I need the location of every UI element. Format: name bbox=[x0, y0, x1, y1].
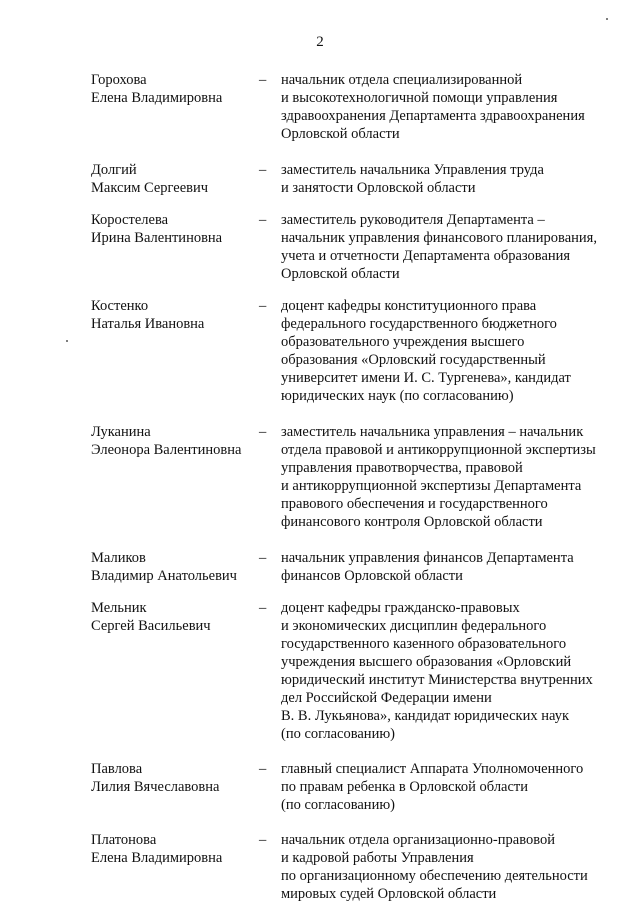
position-line: и кадровой работы Управления bbox=[281, 850, 474, 866]
position-line: юридический институт Министерства внутренних bbox=[281, 672, 593, 688]
entry-name bbox=[91, 297, 259, 333]
page-number: 2 bbox=[316, 34, 324, 50]
entry bbox=[91, 831, 621, 903]
position-line: Орловской области bbox=[281, 126, 400, 142]
entry-position bbox=[281, 161, 621, 197]
entry-name bbox=[91, 549, 259, 585]
entry-position bbox=[281, 760, 621, 814]
position-line: главный специалист Аппарата Уполномоченного bbox=[281, 761, 584, 777]
given-names: Наталья Ивановна bbox=[91, 316, 205, 332]
entry-position bbox=[281, 423, 621, 531]
position-line: правового обеспечения и государственного bbox=[281, 496, 548, 512]
entry bbox=[91, 423, 621, 531]
dash-separator: – bbox=[259, 761, 267, 777]
dash-separator: – bbox=[259, 72, 267, 88]
dash-separator: – bbox=[259, 550, 267, 566]
entry-name bbox=[91, 760, 259, 796]
dash-separator: – bbox=[259, 832, 267, 848]
position-line: (по согласованию) bbox=[281, 797, 395, 813]
dash-separator: – bbox=[259, 162, 267, 178]
surname: Коростелева bbox=[91, 212, 169, 228]
given-names: Ирина Валентиновна bbox=[91, 230, 223, 246]
dash-separator: – bbox=[259, 298, 267, 314]
position-line: образования «Орловский государственный bbox=[281, 352, 546, 368]
position-line: университет имени И. С. Тургенева», кандидат bbox=[281, 370, 571, 386]
position-line: заместитель руководителя Департамента – bbox=[281, 212, 545, 228]
position-line: доцент кафедры конституционного права bbox=[281, 298, 537, 314]
dash-separator: – bbox=[259, 424, 267, 440]
entry-name bbox=[91, 161, 259, 197]
surname: Костенко bbox=[91, 298, 149, 314]
entry bbox=[91, 599, 621, 743]
position-line: учреждения высшего образования «Орловский bbox=[281, 654, 572, 670]
entry-name bbox=[91, 423, 259, 459]
position-line: по правам ребенка в Орловской области bbox=[281, 779, 529, 795]
position-line: и высокотехнологичной помощи управления bbox=[281, 90, 558, 106]
entry bbox=[91, 549, 621, 585]
entry-name bbox=[91, 831, 259, 867]
entry-position bbox=[281, 297, 621, 405]
entry-list bbox=[91, 71, 621, 903]
position-line: и занятости Орловской области bbox=[281, 180, 476, 196]
position-line: здравоохранения Департамента здравоохранения bbox=[281, 108, 585, 124]
given-names: Лилия Вячеславовна bbox=[91, 779, 220, 795]
surname: Мельник bbox=[91, 600, 147, 616]
position-line: доцент кафедры гражданско-правовых bbox=[281, 600, 520, 616]
entry bbox=[91, 71, 621, 143]
entry-name bbox=[91, 599, 259, 635]
entry-position bbox=[281, 599, 621, 743]
surname: Павлова bbox=[91, 761, 143, 777]
position-line: мировых судей Орловской области bbox=[281, 886, 497, 902]
entry bbox=[91, 161, 621, 197]
given-names: Максим Сергеевич bbox=[91, 180, 209, 196]
position-line: заместитель начальника Управления труда bbox=[281, 162, 544, 178]
entry bbox=[91, 760, 621, 814]
position-line: финансового контроля Орловской области bbox=[281, 514, 543, 530]
entry-position bbox=[281, 831, 621, 903]
surname: Долгий bbox=[91, 162, 137, 178]
given-names: Елена Владимировна bbox=[91, 90, 223, 106]
scan-speck bbox=[606, 18, 608, 20]
position-line: начальник отдела организационно-правовой bbox=[281, 832, 555, 848]
position-line: Орловской области bbox=[281, 266, 400, 282]
position-line: начальник управления финансового планирования, bbox=[281, 230, 597, 246]
entry-name bbox=[91, 71, 259, 107]
given-names: Владимир Анатольевич bbox=[91, 568, 237, 584]
entry-name bbox=[91, 211, 259, 247]
dash-separator: – bbox=[259, 600, 267, 616]
position-line: финансов Орловской области bbox=[281, 568, 463, 584]
position-line: юридических наук (по согласованию) bbox=[281, 388, 514, 404]
position-line: В. В. Лукьянова», кандидат юридических наук bbox=[281, 708, 569, 724]
position-line: и экономических дисциплин федерального bbox=[281, 618, 547, 634]
position-line: отдела правовой и антикоррупционной экспертизы bbox=[281, 442, 596, 458]
entry-position bbox=[281, 211, 621, 283]
entry bbox=[91, 297, 621, 405]
position-line: и антикоррупционной экспертизы Департамента bbox=[281, 478, 582, 494]
position-line: управления правотворчества, правовой bbox=[281, 460, 523, 476]
entry-position bbox=[281, 549, 621, 585]
dash-separator: – bbox=[259, 212, 267, 228]
position-line: федерального государственного бюджетного bbox=[281, 316, 557, 332]
position-line: дел Российской Федерации имени bbox=[281, 690, 492, 706]
surname: Луканина bbox=[91, 424, 151, 440]
given-names: Елена Владимировна bbox=[91, 850, 223, 866]
position-line: начальник управления финансов Департамента bbox=[281, 550, 574, 566]
surname: Платонова bbox=[91, 832, 157, 848]
scan-speck bbox=[66, 340, 68, 342]
surname: Маликов bbox=[91, 550, 146, 566]
given-names: Сергей Васильевич bbox=[91, 618, 211, 634]
surname: Горохова bbox=[91, 72, 147, 88]
entry-position bbox=[281, 71, 621, 143]
given-names: Элеонора Валентиновна bbox=[91, 442, 242, 458]
position-line: начальник отдела специализированной bbox=[281, 72, 523, 88]
position-line: по организационному обеспечению деятельности bbox=[281, 868, 588, 884]
position-line: учета и отчетности Департамента образования bbox=[281, 248, 571, 264]
position-line: (по согласованию) bbox=[281, 726, 395, 742]
position-line: заместитель начальника управления – начальник bbox=[281, 424, 584, 440]
position-line: государственного казенного образовательного bbox=[281, 636, 567, 652]
position-line: образовательного учреждения высшего bbox=[281, 334, 525, 350]
entry bbox=[91, 211, 621, 283]
